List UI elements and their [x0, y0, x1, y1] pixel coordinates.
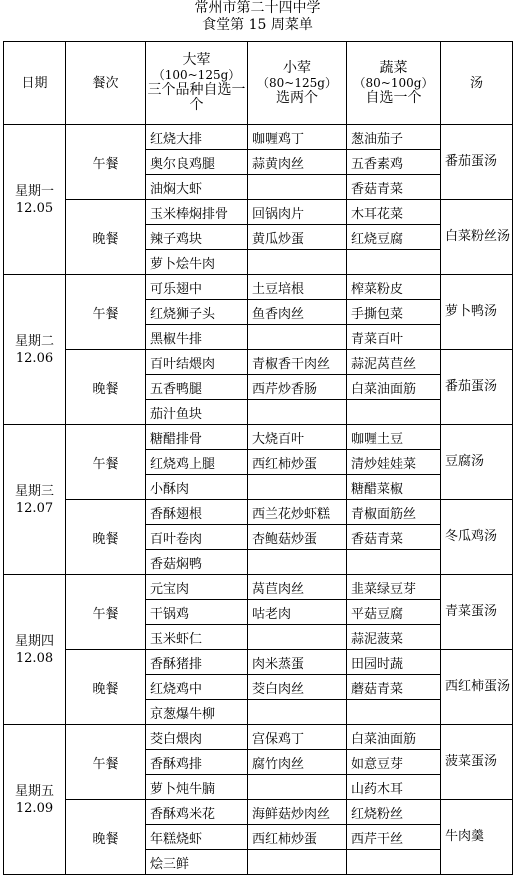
dish-small: [248, 775, 347, 800]
header-big-meat: 大荤 （100~125g） 三个品种自选一个: [146, 42, 248, 125]
dish-veg: 青椒面筋丝: [347, 500, 441, 525]
dish-big: 奥尔良鸡腿: [146, 150, 248, 175]
dish-small: 青椒香干肉丝: [248, 350, 347, 375]
dish-big: 小酥肉: [146, 475, 248, 500]
dish-veg: 如意豆芽: [347, 750, 441, 775]
meal-cell: 晚餐: [66, 650, 146, 725]
table-row: [4, 425, 513, 450]
soup-cell: 菠菜蛋汤: [441, 725, 513, 800]
dish-small: 莴苣肉丝: [248, 575, 347, 600]
dish-veg: [347, 550, 441, 575]
dish-veg: 青菜百叶: [347, 325, 441, 350]
dish-veg: 红烧粉丝: [347, 800, 441, 825]
dish-veg: 葱油茄子: [347, 125, 441, 150]
dish-big: 萝卜炖牛腩: [146, 775, 248, 800]
dish-big: 年糕烧虾: [146, 825, 248, 850]
soup-cell: 萝卜鸭汤: [441, 275, 513, 350]
dish-small: 大烧百叶: [248, 425, 347, 450]
weekday: 星期四: [14, 633, 54, 649]
dish-small: [248, 175, 347, 200]
header-row: [4, 42, 513, 125]
header-meal: 餐次: [66, 42, 146, 125]
dish-veg: 平菇豆腐: [347, 600, 441, 625]
menu-body: [4, 125, 513, 875]
table-row: [4, 500, 513, 525]
weekday: 星期三: [14, 483, 54, 499]
table-row: [4, 800, 513, 825]
dish-veg: 田园时蔬: [347, 650, 441, 675]
dish-big: 萝卜烩牛肉: [146, 250, 248, 275]
dish-big: 干锅鸡: [146, 600, 248, 625]
dish-veg: 山药木耳: [347, 775, 441, 800]
dish-big: 五香鸭腿: [146, 375, 248, 400]
soup-cell: 西红柿蛋汤: [441, 650, 513, 725]
meal-cell: 午餐: [66, 275, 146, 350]
dish-small: [248, 625, 347, 650]
weekday: 星期五: [14, 783, 54, 799]
dish-small: 西红柿炒蛋: [248, 825, 347, 850]
dish-veg: 西芹干丝: [347, 825, 441, 850]
day-cell: [4, 725, 66, 875]
day-cell: [4, 275, 66, 425]
dish-big: 红烧鸡上腿: [146, 450, 248, 475]
table-row: [4, 275, 513, 300]
weekday: 星期二: [14, 333, 54, 349]
dish-small: 杏鲍菇炒蛋: [248, 525, 347, 550]
dish-veg: 木耳花菜: [347, 200, 441, 225]
dish-veg: 手撕包菜: [347, 300, 441, 325]
dish-small: 茭白肉丝: [248, 675, 347, 700]
dish-big: 黑椒牛排: [146, 325, 248, 350]
dish-veg: 白菜油面筋: [347, 725, 441, 750]
dish-big: 香酥猪排: [146, 650, 248, 675]
dish-big: 京葱爆牛柳: [146, 700, 248, 725]
dish-big: 辣子鸡块: [146, 225, 248, 250]
dish-small: [248, 700, 347, 725]
soup-cell: 白菜粉丝汤: [441, 200, 513, 275]
dish-small: [248, 475, 347, 500]
soup-cell: 冬瓜鸡汤: [441, 500, 513, 575]
meal-cell: 午餐: [66, 425, 146, 500]
table-row: [4, 725, 513, 750]
soup-cell: 番茄蛋汤: [441, 125, 513, 200]
dish-small: [248, 550, 347, 575]
dish-veg: 蒜泥菠菜: [347, 625, 441, 650]
date: 12.05: [15, 200, 54, 216]
day-cell: [4, 125, 66, 275]
date: 12.08: [15, 650, 54, 666]
dish-veg: 白菜油面筋: [347, 375, 441, 400]
dish-veg: [347, 250, 441, 275]
meal-cell: 午餐: [66, 725, 146, 800]
dish-big: 烩三鲜: [146, 850, 248, 875]
dish-veg: 蒜泥莴苣丝: [347, 350, 441, 375]
dish-small: 鱼香肉丝: [248, 300, 347, 325]
dish-big: 百叶结煨肉: [146, 350, 248, 375]
dish-small: 海鲜菇炒肉丝: [248, 800, 347, 825]
dish-big: 红烧鸡中: [146, 675, 248, 700]
dish-big: 红烧狮子头: [146, 300, 248, 325]
dish-big: 油焖大虾: [146, 175, 248, 200]
dish-veg: 蘑菇青菜: [347, 675, 441, 700]
table-row: [4, 200, 513, 225]
dish-small: 咖喱鸡丁: [248, 125, 347, 150]
dish-veg: 糖醋菜椒: [347, 475, 441, 500]
soup-cell: 番茄蛋汤: [441, 350, 513, 425]
table-row: [4, 350, 513, 375]
dish-small: 西芹炒香肠: [248, 375, 347, 400]
dish-small: [248, 400, 347, 425]
dish-big: 红烧大排: [146, 125, 248, 150]
soup-cell: 青菜蛋汤: [441, 575, 513, 650]
table-row: [4, 125, 513, 150]
day-cell: [4, 575, 66, 725]
dish-big: 香菇焖鸭: [146, 550, 248, 575]
dish-veg: 韭菜绿豆芽: [347, 575, 441, 600]
dish-big: 可乐翅中: [146, 275, 248, 300]
meal-cell: 午餐: [66, 575, 146, 650]
dish-small: 黄瓜炒蛋: [248, 225, 347, 250]
dish-veg: [347, 850, 441, 875]
dish-big: 香酥鸡米花: [146, 800, 248, 825]
dish-small: [248, 850, 347, 875]
dish-small: 宫保鸡丁: [248, 725, 347, 750]
meal-cell: 晚餐: [66, 200, 146, 275]
dish-big: 茭白煨肉: [146, 725, 248, 750]
dish-big: 糖醋排骨: [146, 425, 248, 450]
dish-small: 肉米蒸蛋: [248, 650, 347, 675]
soup-cell: 豆腐汤: [441, 425, 513, 500]
day-cell: [4, 425, 66, 575]
date: 12.07: [15, 500, 54, 516]
meal-cell: 午餐: [66, 125, 146, 200]
school-name: 常州市第二十四中学: [194, 0, 321, 16]
dish-small: 腐竹肉丝: [248, 750, 347, 775]
dish-veg: [347, 400, 441, 425]
menu-table: [3, 41, 513, 875]
dish-veg: 五香素鸡: [347, 150, 441, 175]
dish-small: 咕老肉: [248, 600, 347, 625]
dish-veg: 红烧豆腐: [347, 225, 441, 250]
dish-veg: 清炒娃娃菜: [347, 450, 441, 475]
table-row: [4, 575, 513, 600]
dish-veg: [347, 700, 441, 725]
date: 12.06: [15, 350, 54, 366]
dish-veg: 咖喱土豆: [347, 425, 441, 450]
dish-big: 茄汁鱼块: [146, 400, 248, 425]
header-date: 日期: [4, 42, 66, 125]
meal-cell: 晚餐: [66, 800, 146, 875]
page-title: [0, 0, 515, 34]
meal-cell: 晚餐: [66, 350, 146, 425]
weekday: 星期一: [14, 183, 54, 199]
dish-small: 西兰花炒虾糕: [248, 500, 347, 525]
dish-small: 土豆培根: [248, 275, 347, 300]
dish-small: [248, 250, 347, 275]
table-row: [4, 650, 513, 675]
dish-small: [248, 325, 347, 350]
dish-big: 元宝肉: [146, 575, 248, 600]
dish-big: 玉米棒焖排骨: [146, 200, 248, 225]
dish-big: 百叶卷肉: [146, 525, 248, 550]
dish-small: 回锅肉片: [248, 200, 347, 225]
dish-big: 香酥翅根: [146, 500, 248, 525]
dish-veg: 香菇青菜: [347, 525, 441, 550]
dish-small: 蒜黄肉丝: [248, 150, 347, 175]
menu-week-title: 食堂第 15 周菜单: [202, 17, 313, 33]
header-soup: 汤: [441, 42, 513, 125]
dish-big: 香酥鸡排: [146, 750, 248, 775]
dish-veg: 榨菜粉皮: [347, 275, 441, 300]
soup-cell: 牛肉羹: [441, 800, 513, 875]
dish-small: 西红柿炒蛋: [248, 450, 347, 475]
meal-cell: 晚餐: [66, 500, 146, 575]
header-vegetable: 蔬菜 （80~100g） 自选一个: [347, 42, 441, 125]
date: 12.09: [15, 800, 54, 816]
header-small-meat: 小荤 （80~125g） 选两个: [248, 42, 347, 125]
dish-big: 玉米虾仁: [146, 625, 248, 650]
dish-veg: 香菇青菜: [347, 175, 441, 200]
